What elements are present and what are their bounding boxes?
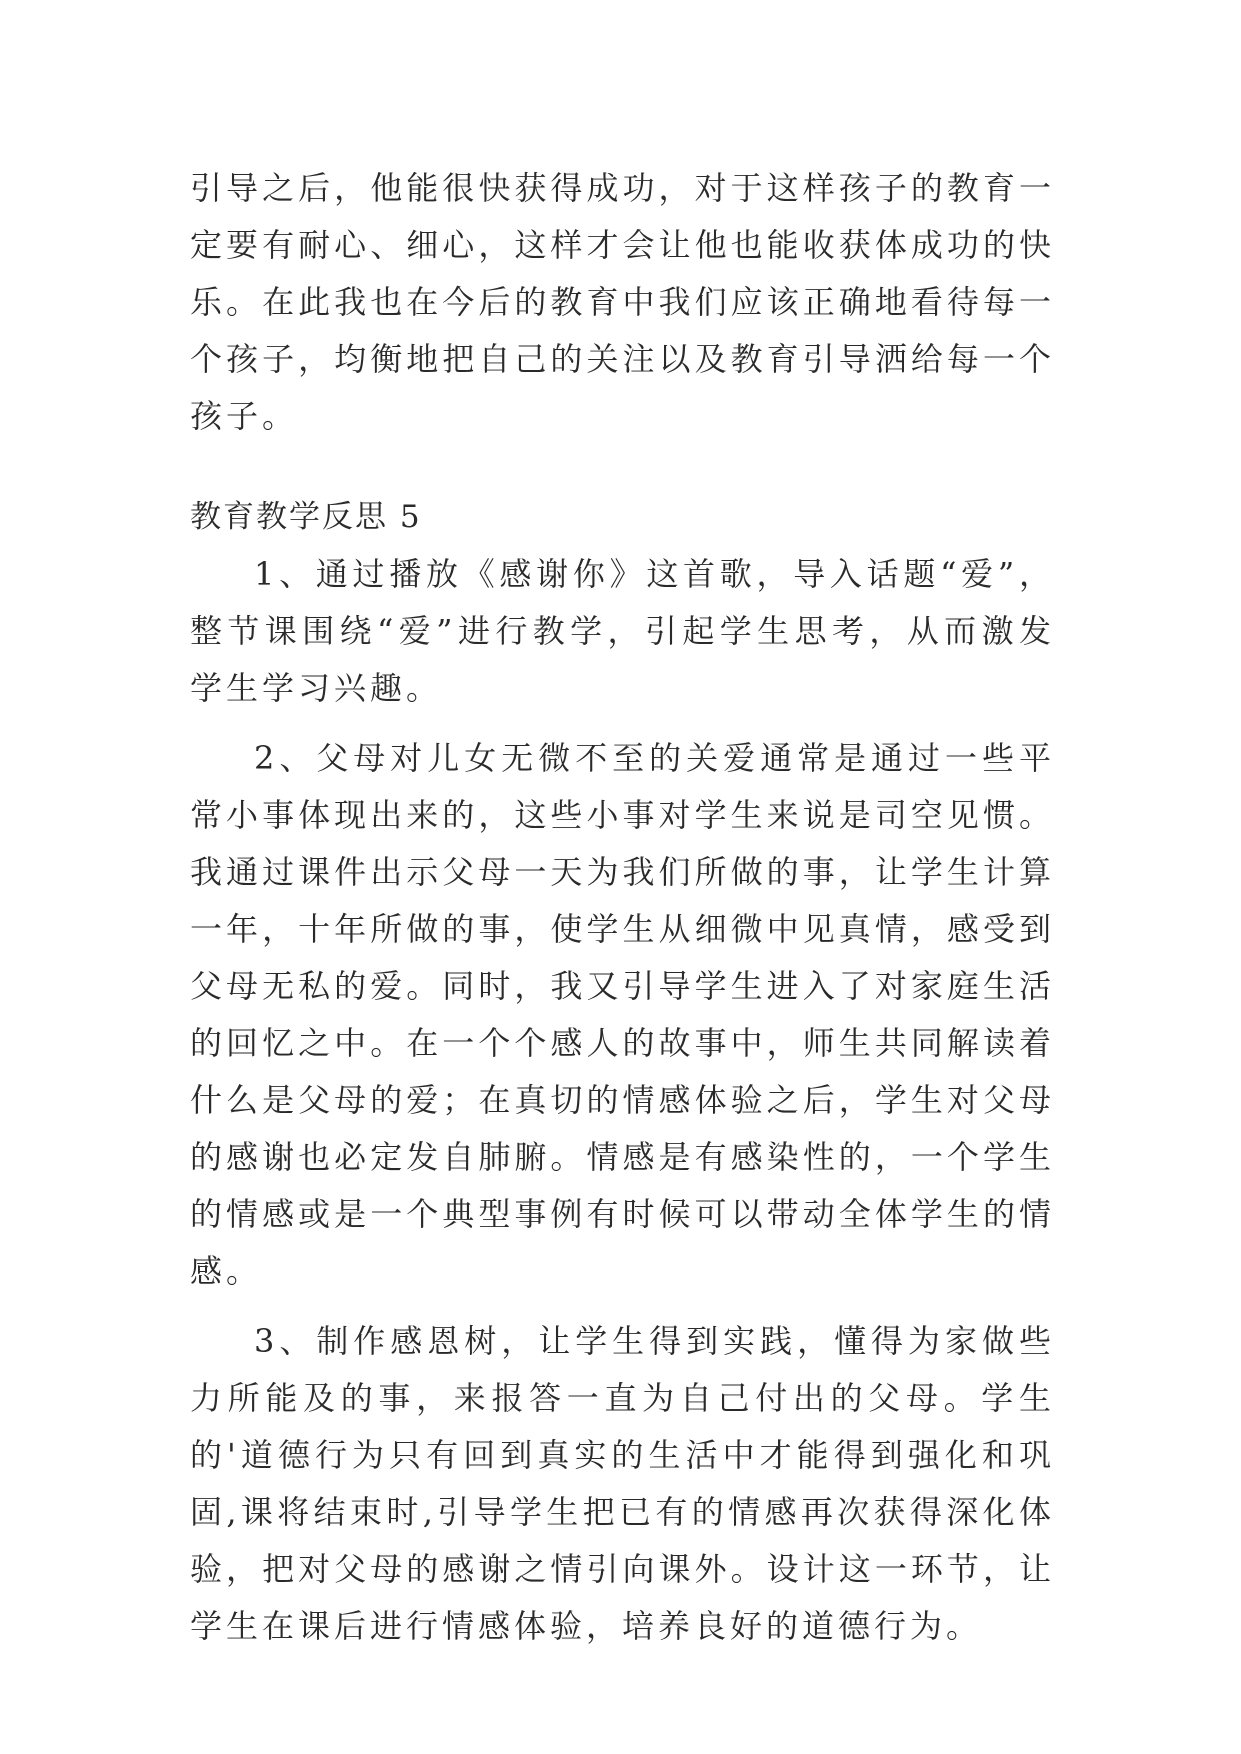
intro-paragraph: 引导之后，他能很快获得成功，对于这样孩子的教育一定要有耐心、细心，这样才会让他也能收获体成功的快乐。在此我也在今后的教育中我们应该正确地看待每一个孩子，均衡地把自己的关注以及教育引导洒给每一个孩子。	[190, 169, 1055, 435]
paragraph-1: 1、通过播放《感谢你》这首歌，导入话题“爱”，整节课围绕“爱”进行教学，引起学生思考，从而激发学生学习兴趣。	[190, 555, 1055, 707]
document-body	[190, 160, 1055, 1668]
section-title: 教育教学反思 5	[190, 499, 422, 535]
paragraph-2: 2、父母对儿女无微不至的关爱通常是通过一些平常小事体现出来的，这些小事对学生来说是司空见惯。我通过课件出示父母一天为我们所做的事，让学生计算一年，十年所做的事，使学生从细微中见真情，感受到父母无私的爱。同时，我又引导学生进入了对家庭生活的回忆之中。在一个个感人的故事中，师生共同解读着什么是父母的爱；在真切的情感体验之后，学生对父母的感谢也必定发自肺腑。情感是有感染性的，一个学生的情感或是一个典型事例有时候可以带动全体学生的情感。	[190, 739, 1055, 1290]
paragraph-3: 3、制作感恩树，让学生得到实践，懂得为家做些力所能及的事，来报答一直为自己付出的父母。学生的'道德行为只有回到真实的生活中才能得到强化和巩固,课将结束时,引导学生把已有的情感再次获得深化体验，把对父母的感谢之情引向课外。设计这一环节，让学生在课后进行情感体验，培养良好的道德行为。	[190, 1322, 1055, 1645]
